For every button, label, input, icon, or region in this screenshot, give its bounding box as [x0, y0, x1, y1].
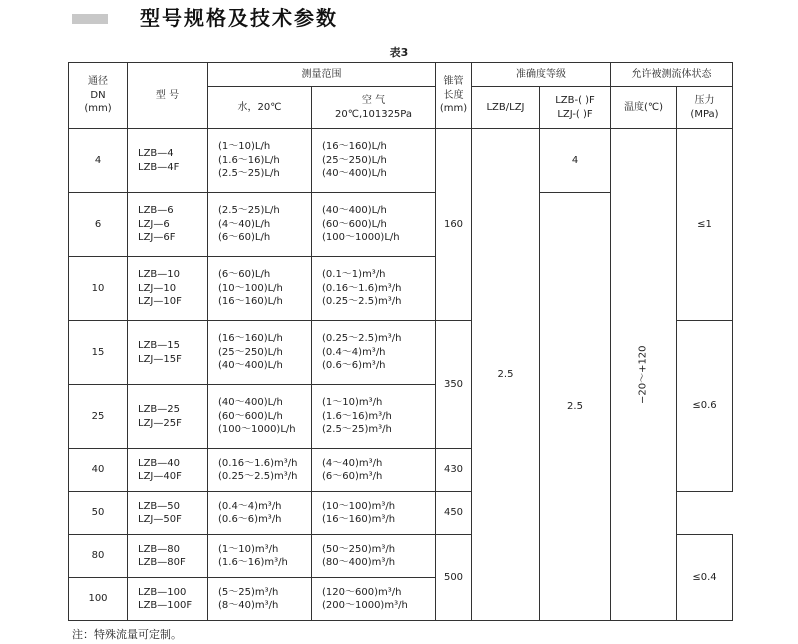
model-cell: LZB—4 LZB—4F	[128, 129, 208, 193]
tube-length-cell: 450	[436, 492, 472, 535]
header-water: 水，20℃	[208, 87, 312, 129]
header-model: 型 号	[128, 63, 208, 129]
air-range-cell: (0.25～2.5)m³/h (0.4～4)m³/h (0.6～6)m³/h	[312, 321, 436, 385]
header-air: 空 气 20℃,101325Pa	[312, 87, 436, 129]
header-lzb-f: LZB-( )F LZJ-( )F	[540, 87, 611, 129]
footnote: 注：特殊流量可定制。	[72, 628, 182, 641]
model-cell: LZB—10 LZJ—10 LZJ—10F	[128, 257, 208, 321]
air-range-cell: (10～100)m³/h (16～160)m³/h	[312, 492, 436, 535]
water-range-cell: (40～400)L/h (60～600)L/h (100～1000)L/h	[208, 385, 312, 449]
air-range-cell: (120～600)m³/h (200～1000)m³/h	[312, 578, 436, 621]
model-cell: LZB—6 LZJ—6 LZJ—6F	[128, 193, 208, 257]
model-cell: LZB—50 LZJ—50F	[128, 492, 208, 535]
tube-length-cell: 430	[436, 449, 472, 492]
air-range-cell: (1～10)m³/h (1.6～16)m³/h (2.5～25)m³/h	[312, 385, 436, 449]
water-range-cell: (16～160)L/h (25～250)L/h (40～400)L/h	[208, 321, 312, 385]
header-accuracy: 准确度等级	[472, 63, 611, 87]
water-range-cell: (6～60)L/h (10～100)L/h (16～160)L/h	[208, 257, 312, 321]
header-range: 测量范围	[208, 63, 436, 87]
table-label: 表3	[389, 46, 409, 59]
dn-cell: 50	[69, 492, 128, 535]
tube-length-cell: 160	[436, 129, 472, 321]
model-cell: LZB—80 LZB—80F	[128, 535, 208, 578]
dn-cell: 25	[69, 385, 128, 449]
dn-cell: 100	[69, 578, 128, 621]
accuracy-lzb-cell: 2.5	[472, 129, 540, 621]
page-title: 型号规格及技术参数	[140, 6, 338, 30]
model-cell: LZB—15 LZJ—15F	[128, 321, 208, 385]
air-range-cell: (40～400)L/h (60～600)L/h (100～1000)L/h	[312, 193, 436, 257]
dn-cell: 10	[69, 257, 128, 321]
dn-cell: 4	[69, 129, 128, 193]
water-range-cell: (1～10)m³/h (1.6～16)m³/h	[208, 535, 312, 578]
water-range-cell: (1～10)L/h (1.6～16)L/h (2.5～25)L/h	[208, 129, 312, 193]
tube-length-cell: 500	[436, 535, 472, 621]
air-range-cell: (4～40)m³/h (6～60)m³/h	[312, 449, 436, 492]
title-bar-decoration	[72, 14, 108, 24]
accuracy-f-cell: 2.5	[540, 193, 611, 621]
header-temperature: 温度(℃)	[611, 87, 677, 129]
dn-cell: 40	[69, 449, 128, 492]
water-range-cell: (0.16～1.6)m³/h (0.25～2.5)m³/h	[208, 449, 312, 492]
water-range-cell: (0.4～4)m³/h (0.6～6)m³/h	[208, 492, 312, 535]
dn-cell: 15	[69, 321, 128, 385]
dn-cell: 80	[69, 535, 128, 578]
temperature-cell: −20～+120	[611, 129, 677, 621]
air-range-cell: (50～250)m³/h (80～400)m³/h	[312, 535, 436, 578]
air-range-cell: (16～160)L/h (25～250)L/h (40～400)L/h	[312, 129, 436, 193]
model-cell: LZB—25 LZJ—25F	[128, 385, 208, 449]
pressure-cell: ≤0.6	[677, 321, 733, 492]
dn-cell: 6	[69, 193, 128, 257]
air-range-cell: (0.1～1)m³/h (0.16～1.6)m³/h (0.25～2.5)m³/h	[312, 257, 436, 321]
table-row	[69, 129, 733, 193]
pressure-cell: ≤1	[677, 129, 733, 321]
pressure-cell: ≤0.4	[677, 535, 733, 621]
tube-length-cell: 350	[436, 321, 472, 449]
header-fluid-state: 允许被测流体状态	[611, 63, 733, 87]
model-cell: LZB—40 LZJ—40F	[128, 449, 208, 492]
header-tube-length: 锥管 长度 (mm)	[436, 63, 472, 129]
water-range-cell: (5～25)m³/h (8～40)m³/h	[208, 578, 312, 621]
header-lzb-lzj: LZB/LZJ	[472, 87, 540, 129]
accuracy-f-cell: 4	[540, 129, 611, 193]
header-pressure: 压力 (MPa)	[677, 87, 733, 129]
model-cell: LZB—100 LZB—100F	[128, 578, 208, 621]
header-dn: 通径 DN (mm)	[69, 63, 128, 129]
spec-table	[68, 62, 733, 621]
water-range-cell: (2.5～25)L/h (4～40)L/h (6～60)L/h	[208, 193, 312, 257]
